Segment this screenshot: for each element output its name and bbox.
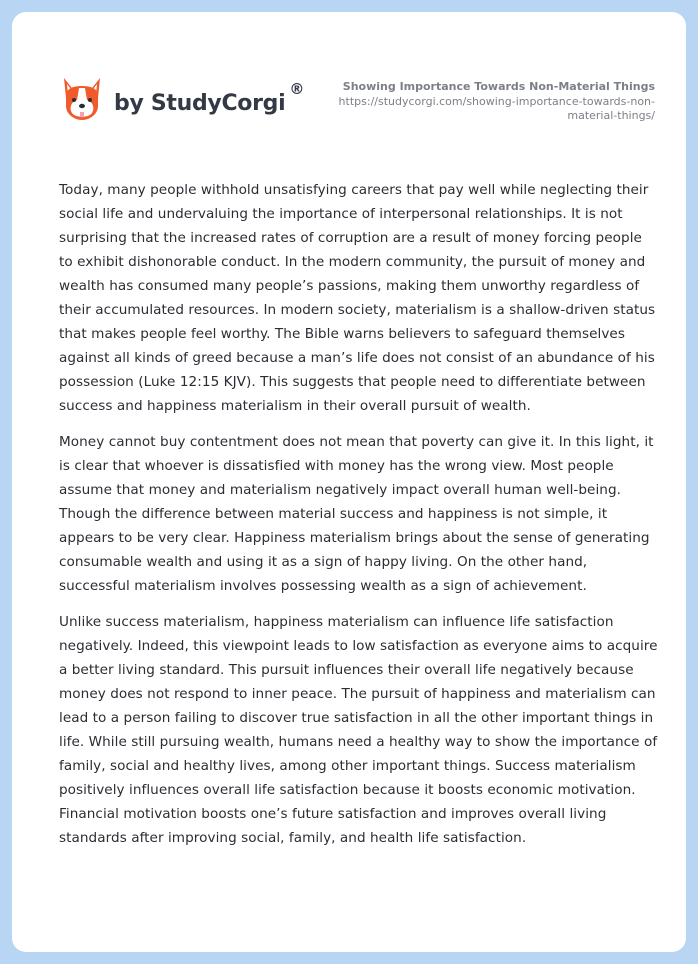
document-title: Showing Importance Towards Non-Material Things	[342, 80, 655, 93]
paragraph-2: Money cannot buy contentment does not mean that poverty can give it. In this light, it is clear that whoever is dissatisfied with money has the wrong view. Most people assume that money and materialism negatively impact overall human well-being. Though the difference between material success and happiness is not simple, it appears to be very clear. Happiness materialism brings about the sense of generating consumable wealth and using it as a sign of happy living. On the other hand, successful materialism involves possessing wealth as a sign of achievement.	[59, 434, 654, 594]
document-meta	[315, 80, 655, 123]
paragraph-3: Unlike success materialism, happiness materialism can influence life satisfaction negatively. Indeed, this viewpoint leads to low satisfaction as everyone aims to acquire a better living standard. This pursuit influences their overall life negatively because money does not respond to inner peace. The pursuit of happiness and materialism can lead to a person failing to discover true satisfaction in all the other important things in life. While still pursuing wealth, humans need a healthy way to show the importance of family, social and healthy lives, among other important things. Success materialism positively influences overall life satisfaction because it boosts economic motivation. Financial motivation boosts one’s future satisfaction and improves overall living standards after improving social, family, and health life satisfaction.	[59, 614, 658, 846]
corgi-logo-icon	[60, 76, 104, 122]
document-url[interactable]: https://studycorgi.com/showing-importance-towards-non-material-things/	[338, 95, 655, 122]
brand-name: by StudyCorgi	[114, 90, 286, 116]
registered-mark: ®	[289, 80, 305, 98]
studycorgi-logo[interactable]	[60, 76, 304, 122]
page-header	[12, 12, 686, 152]
essay-body	[59, 178, 659, 862]
paragraph-1: Today, many people withhold unsatisfying careers that pay well while neglecting their social life and undervaluing the importance of interpersonal relationships. It is not surprising that the increased rates of corruption are a result of money forcing people to exhibit dishonorable conduct. In the modern community, the pursuit of money and wealth has consumed many people’s passions, making them unworthy regardless of their accumulated resources. In modern society, materialism is a shallow-driven status that makes people feel worthy. The Bible warns believers to safeguard themselves against all kinds of greed because a man’s life does not consist of an abundance of his possession (Luke 12:15 KJV). This suggests that people need to differentiate between success and happiness materialism in their overall pursuit of wealth.	[59, 182, 656, 414]
document-page	[12, 12, 686, 952]
